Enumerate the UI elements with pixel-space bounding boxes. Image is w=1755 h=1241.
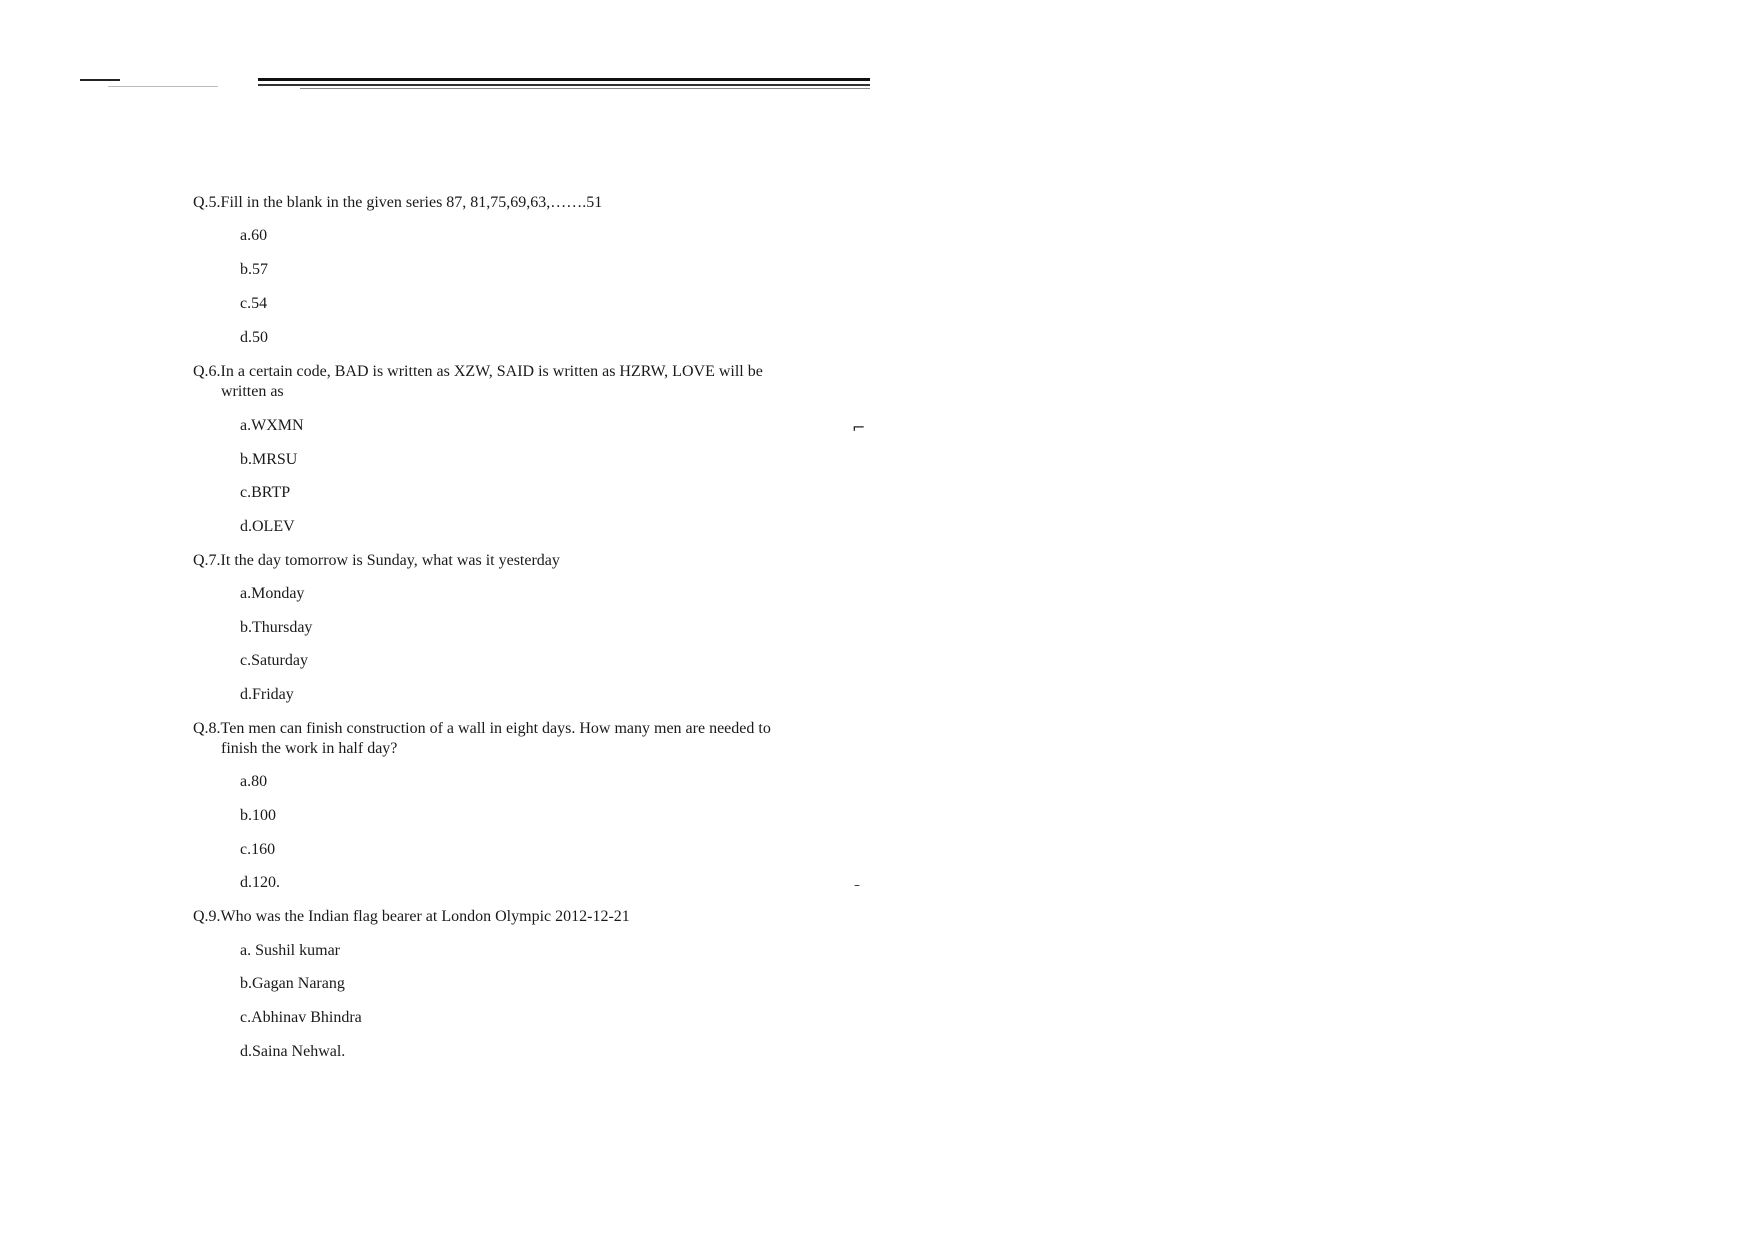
question-9 [193, 907, 793, 927]
header-rule-left [80, 79, 120, 81]
question-6-text: Q.6.In a certain code, BAD is written as XZW, SAID is written as HZRW, LOVE will be written as [193, 363, 763, 400]
question-8-option-a: a.80 [240, 773, 268, 790]
header-rule-main [258, 78, 870, 81]
question-8-option-c: c.160 [240, 841, 276, 858]
question-9-option-a: a. Sushil kumar [240, 942, 340, 959]
handwritten-tick-mark: ⌐ [852, 418, 866, 437]
question-8-option-d: d.120. [240, 874, 280, 891]
header-rule-left-faint [108, 86, 218, 87]
question-7-option-d: d.Friday [240, 686, 294, 703]
question-8-option-b: b.100 [240, 807, 276, 824]
question-5-option-a: a.60 [240, 227, 268, 244]
question-7-option-a: a.Monday [240, 585, 305, 602]
question-9-option-d: d.Saina Nehwal. [240, 1043, 346, 1060]
question-6-option-d: d.OLEV [240, 518, 295, 535]
handwritten-dash-mark: – [854, 878, 860, 892]
question-5-option-c: c.54 [240, 295, 268, 312]
question-7 [193, 551, 793, 571]
question-6-option-c: c.BRTP [240, 484, 291, 501]
question-6-option-a: a.WXMN [240, 417, 304, 434]
question-7-option-c: c.Saturday [240, 652, 308, 669]
header-rule-second [258, 84, 870, 86]
question-7-text: Q.7.It the day tomorrow is Sunday, what was it yesterday [193, 552, 560, 569]
question-7-option-b: b.Thursday [240, 619, 313, 636]
question-9-text: Q.9.Who was the Indian flag bearer at London Olympic 2012-12-21 [193, 908, 630, 925]
question-8 [193, 719, 793, 759]
question-5 [193, 193, 793, 213]
question-5-text: Q.5.Fill in the blank in the given series 87, 81,75,69,63,…….51 [193, 194, 603, 211]
question-5-option-d: d.50 [240, 329, 268, 346]
question-8-text: Q.8.Ten men can finish construction of a wall in eight days. How many men are needed to finish the work in half day? [193, 720, 771, 757]
question-5-option-b: b.57 [240, 261, 268, 278]
question-6 [193, 362, 793, 402]
header-rule-faint [300, 88, 870, 89]
question-9-option-b: b.Gagan Narang [240, 975, 345, 992]
question-9-option-c: c.Abhinav Bhindra [240, 1009, 362, 1026]
question-6-option-b: b.MRSU [240, 451, 298, 468]
